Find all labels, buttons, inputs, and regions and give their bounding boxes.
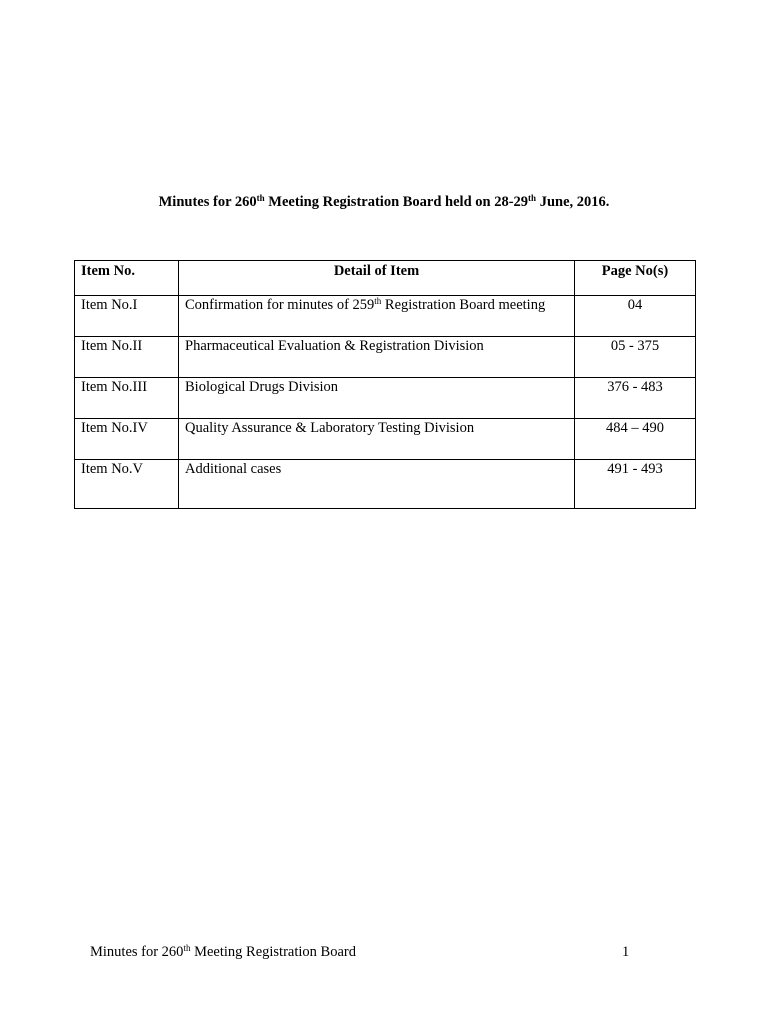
item-detail-cell: Pharmaceutical Evaluation & Registration Division bbox=[179, 337, 575, 378]
title-ordinal-suffix: th bbox=[256, 193, 265, 203]
header-detail-of-item: Detail of Item bbox=[179, 261, 575, 296]
item-number-cell: Item No.IV bbox=[75, 419, 179, 460]
page-range-cell: 04 bbox=[575, 296, 696, 337]
item-detail-ordinal-suffix: th bbox=[374, 296, 382, 306]
item-detail-text: Confirmation for minutes of 259 bbox=[185, 297, 375, 313]
page-title bbox=[0, 192, 768, 212]
table-row bbox=[75, 460, 696, 509]
page-range-cell: 376 - 483 bbox=[575, 378, 696, 419]
item-detail-cell bbox=[179, 296, 575, 337]
table-row bbox=[75, 419, 696, 460]
page-range-cell: 491 - 493 bbox=[575, 460, 696, 509]
title-middle: Meeting Registration Board held on 28-29 bbox=[264, 194, 529, 210]
item-number-cell: Item No.III bbox=[75, 378, 179, 419]
item-number-cell: Item No.V bbox=[75, 460, 179, 509]
table-row bbox=[75, 296, 696, 337]
table-header-row bbox=[75, 261, 696, 296]
table-row bbox=[75, 337, 696, 378]
page-range-cell: 484 – 490 bbox=[575, 419, 696, 460]
item-number-cell: Item No.I bbox=[75, 296, 179, 337]
table-row bbox=[75, 378, 696, 419]
item-number-cell: Item No.II bbox=[75, 337, 179, 378]
item-detail-cell: Biological Drugs Division bbox=[179, 378, 575, 419]
title-prefix: Minutes for 260 bbox=[158, 194, 257, 210]
item-detail-cell: Quality Assurance & Laboratory Testing Division bbox=[179, 419, 575, 460]
header-page-nos: Page No(s) bbox=[575, 261, 696, 296]
footer-ordinal-suffix: th bbox=[183, 943, 191, 953]
title-suffix: June, 2016. bbox=[536, 194, 610, 210]
item-detail-cell: Additional cases bbox=[179, 460, 575, 509]
footer-document-title bbox=[90, 943, 356, 961]
title-date-ordinal-suffix: th bbox=[528, 193, 537, 203]
item-detail-text-end: Registration Board meeting bbox=[381, 297, 546, 313]
page-number: 1 bbox=[622, 944, 630, 960]
footer-title-prefix: Minutes for 260 bbox=[90, 944, 184, 960]
header-item-no: Item No. bbox=[75, 261, 179, 296]
footer-title-suffix: Meeting Registration Board bbox=[190, 944, 356, 960]
page-range-cell: 05 - 375 bbox=[575, 337, 696, 378]
agenda-table bbox=[74, 260, 696, 509]
